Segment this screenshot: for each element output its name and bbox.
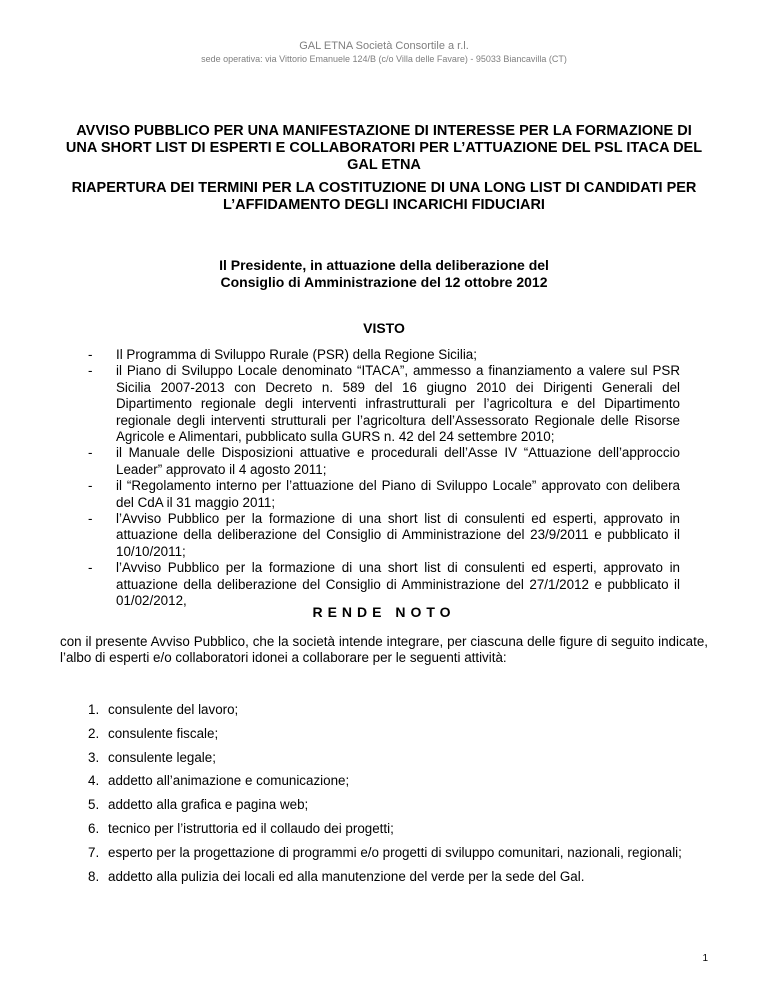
header-company: GAL ETNA Società Consortile a r.l. bbox=[299, 40, 469, 52]
activity-text: addetto alla grafica e pagina web; bbox=[108, 797, 309, 813]
notice-title: AVVISO PUBBLICO PER UNA MANIFESTAZIONE DI INTERESSE PER LA FORMAZIONE DI UNA SHORT LIST DI ESPERTI E COLLABORATORI PER L’ATTUAZIONE DEL PSL ITACA DEL GAL ETNA bbox=[65, 123, 703, 173]
visto-item bbox=[88, 347, 680, 363]
intro-paragraph: con il presente Avviso Pubblico, che la società intende integrare, per ciascuna delle figure di seguito indicate, l’albo di esperti e/o collaboratori idonei a collaborare per le seguenti attività: bbox=[60, 634, 708, 666]
activity-item bbox=[88, 722, 708, 746]
activity-text: addetto all’animazione e comunicazione; bbox=[108, 773, 350, 789]
item-number: 8. bbox=[88, 868, 100, 884]
activity-item bbox=[88, 698, 708, 722]
activity-item bbox=[88, 793, 708, 817]
visto-item-text: il Piano di Sviluppo Locale denominato “ITACA”, ammesso a finanziamento a valere sul PSR Sicilia 2007-2013 con Decreto n. 589 del 16 giugno 2010 dei Dirigenti Generali del Dipartimento regionale degli interventi infrastrutturali per l’agricoltura e del Dipartimento regionale degli interventi strutturali per l’agricoltura dell’Assessorato Regionale delle Risorse Agricole e Alimentari, pubblicato sulla GURS n. 42 del 24 settembre 2010; bbox=[116, 363, 680, 445]
visto-item bbox=[88, 478, 680, 511]
rende-noto-heading: RENDE NOTO bbox=[312, 604, 456, 620]
item-number: 1. bbox=[88, 702, 100, 717]
activity-text: tecnico per l’istruttoria ed il collaudo dei progetti; bbox=[108, 820, 394, 836]
visto-item-text: l’Avviso Pubblico per la formazione di una short list di consulenti ed esperti, approvato in attuazione della deliberazione del Consiglio di Amministrazione del 27/1/2012 e pubblicato il 01/02/2012, bbox=[116, 560, 680, 609]
activity-text: addetto alla pulizia dei locali ed alla manutenzione del verde per la sede del Gal. bbox=[108, 868, 585, 884]
visto-item-text: Il Programma di Sviluppo Rurale (PSR) della Regione Sicilia; bbox=[116, 347, 477, 362]
visto-item bbox=[88, 511, 680, 560]
visto-heading: VISTO bbox=[363, 320, 405, 336]
activities-list bbox=[88, 698, 708, 888]
activity-text: esperto per la progettazione di programmi e/o progetti di sviluppo comunitari, nazionali, regionali; bbox=[108, 844, 682, 860]
page-number: 1 bbox=[702, 953, 708, 964]
visto-item-text: il Manuale delle Disposizioni attuative e procedurali dell’Asse IV “Attuazione dell’approccio Leader” approvato il 4 agosto 2011; bbox=[116, 445, 680, 477]
item-number: 3. bbox=[88, 749, 100, 765]
visto-item-text: l’Avviso Pubblico per la formazione di una short list di consulenti ed esperti, approvato in attuazione della deliberazione del Consiglio di Amministrazione del 23/9/2011 e pubblicato il 10/10/2011; bbox=[116, 511, 680, 559]
visto-item-text: il “Regolamento interno per l’attuazione del Piano di Sviluppo Locale” approvato con delibera del CdA il 31 maggio 2011; bbox=[116, 478, 680, 510]
activity-item bbox=[88, 769, 708, 793]
visto-item bbox=[88, 363, 680, 445]
item-number: 5. bbox=[88, 797, 100, 813]
item-number: 2. bbox=[88, 725, 100, 741]
president-line-1: Il Presidente, in attuazione della deliberazione del bbox=[219, 257, 549, 273]
visto-item bbox=[88, 445, 680, 478]
president-statement bbox=[60, 257, 708, 291]
activity-text: consulente fiscale; bbox=[108, 725, 219, 741]
activity-text: consulente del lavoro; bbox=[108, 702, 239, 717]
dash-bullet: - bbox=[88, 347, 93, 362]
reopening-title: RIAPERTURA DEI TERMINI PER LA COSTITUZIONE DI UNA LONG LIST DI CANDIDATI PER L’AFFIDAMENTO DEGLI INCARICHI FIDUCIARI bbox=[71, 180, 697, 213]
item-number: 7. bbox=[88, 844, 100, 860]
activity-item bbox=[88, 841, 708, 865]
activity-item bbox=[88, 865, 708, 889]
visto-list bbox=[88, 347, 680, 610]
president-line-2: Consiglio di Amministrazione del 12 ottobre 2012 bbox=[220, 274, 548, 290]
item-number: 6. bbox=[88, 820, 100, 836]
activity-item bbox=[88, 746, 708, 770]
dash-bullet: - bbox=[88, 445, 93, 461]
dash-bullet: - bbox=[88, 478, 93, 494]
dash-bullet: - bbox=[88, 363, 93, 379]
dash-bullet: - bbox=[88, 511, 93, 527]
visto-item bbox=[88, 560, 680, 609]
dash-bullet: - bbox=[88, 560, 93, 576]
header-address: sede operativa: via Vittorio Emanuele 124/B (c/o Villa delle Favare) - 95033 Biancavilla (CT) bbox=[201, 54, 567, 64]
activity-item bbox=[88, 817, 708, 841]
activity-text: consulente legale; bbox=[108, 749, 216, 765]
page-header bbox=[0, 40, 768, 65]
item-number: 4. bbox=[88, 773, 100, 789]
